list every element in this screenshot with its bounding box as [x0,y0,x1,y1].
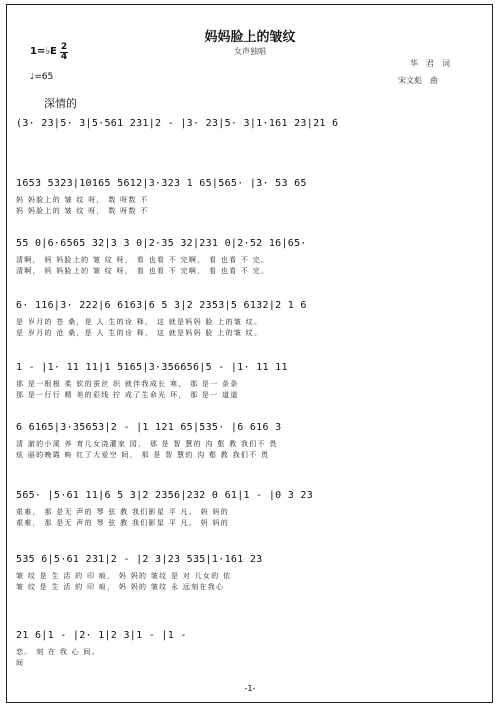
lyric-line: 是 岁月的 苍 桑，是 人 生的诠 释， 这 就是妈妈 脸 上的皱 纹。 [16,318,263,326]
lyric-line: 那 是一根根 柔 软的蚕丝 织 就伴我成长 寒， 那 是一 条条 [16,380,239,388]
lyric-line: 艰难， 那 是无 声的 琴 弦 教 我们影星 平 凡。 妈 妈的 [16,508,230,516]
page-number: -1- [244,684,256,693]
lyric-line: 清啊， 妈 妈脸上的 皱 纹 呀， 看 也看 不 完啊， 看 也看 不 完。 [16,267,270,275]
notation-line: 6· 116|3· 222|6 6163|6 5 3|2 2353|5 6132|2 1 6 [16,300,307,311]
lyric-line: 清啊， 妈 妈脸上的 皱 纹 呀， 看 也看 不 完啊， 看 也看 不 完。 [16,256,270,264]
time-signature-bottom: 4 [60,52,68,62]
notation-line: 565· |5·61 11|6 5 3|2 2356|232 0 61|1 - |0 3 23 [16,490,314,501]
notation-line: 1 - |1· 11 11|1 5165|3·356656|5 - |1· 11 11 [16,362,288,373]
page-title: 妈妈脸上的皱纹 [204,30,296,45]
lyric-line: 妈 妈脸上的 皱 纹 呀， 数 呀数 不 [16,196,149,204]
lyric-line: 炫 丽的晚霞 映 红了大爱空 间， 那 是 智 慧的 沟 壑 教 我们不 畏 [16,451,270,459]
lyricist-credit: 华 君 词 [410,59,450,68]
notation-line: 1653 5323|10165 5612|3·323 1 65|565· |3· 53 65 [16,178,307,189]
notation-line: 535 6|5·61 231|2 - |2 3|23 535|1·161 23 [16,554,263,565]
notation-line: 21 6|1 - |2· 1|2 3|1 - |1 - [16,630,187,641]
lyric-line: 妈 妈脸上的 皱 纹 呀， 数 呀数 不 [16,207,149,215]
lyric-line: 艰难， 那 是无 声的 琴 弦 教 我们影星 平 凡。 妈 妈的 [16,519,230,527]
key-signature: 1=♭E [30,46,57,57]
time-signature [60,43,68,62]
lyric-line: 是 岁月的 沧 桑，是 人 生的诠 释， 这 就是妈妈 脸 上的皱 纹。 [16,329,263,337]
composer-credit: 宋文彪 曲 [398,76,438,85]
notation-line: 55 0|6·6565 32|3 3 0|2·35 32|231 0|2·52 16|65· [16,238,307,249]
performance-type: 女声独唱 [234,47,266,56]
lyric-line: 那 是一行行 精 美的彩线 拧 成了生命光 环， 那 是一 道道 [16,391,239,399]
lyric-line: 清 澈的小溪 养 育儿女浇灌家 园， 那 是 智 慧的 沟 壑 教 我们不 畏 [16,440,278,448]
lyric-line: 间 [16,659,25,667]
expression-marking: 深情的 [44,97,77,110]
notation-line: 6 6165|3·35653|2 - |1 121 65|535· |6 616 3 [16,422,282,433]
tempo-marking: ♩=65 [30,72,54,82]
time-signature-top: 2 [60,42,68,52]
notation-line: (3· 23|5· 3|5·561 231|2 - |3· 23|5· 3|1·161 23|21 6 [16,118,339,129]
lyric-line: 皱 纹 是 生 活 的 印 痕， 妈 妈的 皱纹 是 对 儿女的 依 [16,572,232,580]
lyric-line: 恋。 刻 在 我 心 间。 [16,648,101,656]
page-border [6,4,493,703]
lyric-line: 皱 纹 是 生 活 的 印 痕， 妈 妈的 皱纹 永 远刻在我心 [16,583,225,591]
